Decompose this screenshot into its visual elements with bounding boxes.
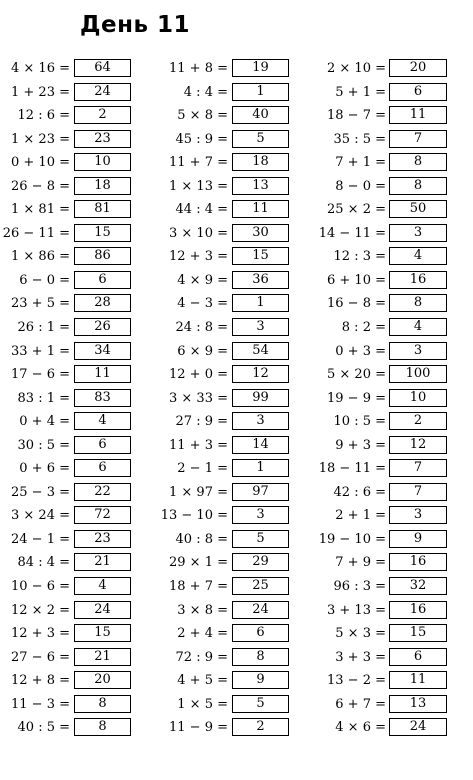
answer-box: 3 — [389, 224, 447, 242]
exercise-item — [0, 176, 150, 200]
exercise-expression: 0 + 4 = — [19, 414, 70, 430]
exercise-expression: 6 + 7 = — [335, 696, 386, 712]
exercise-item — [155, 411, 310, 435]
answer-box: 28 — [74, 294, 131, 312]
exercise-item — [310, 576, 473, 600]
exercise-expression: 3 + 3 = — [335, 649, 386, 665]
exercise-item — [155, 505, 310, 529]
answer-box: 3 — [232, 506, 289, 524]
exercise-item — [155, 176, 310, 200]
exercise-item — [0, 482, 150, 506]
answer-box: 10 — [74, 153, 131, 171]
exercise-row — [0, 552, 473, 576]
exercise-item — [0, 388, 150, 412]
exercise-expression: 44 : 4 = — [175, 202, 228, 218]
exercise-expression: 26 − 11 = — [2, 225, 70, 241]
answer-box: 20 — [74, 671, 131, 689]
answer-box: 4 — [74, 412, 131, 430]
exercise-item — [0, 576, 150, 600]
exercise-item — [310, 670, 473, 694]
answer-box: 4 — [74, 577, 131, 595]
exercise-item — [310, 600, 473, 624]
exercise-expression: 12 : 3 = — [333, 249, 386, 265]
exercise-row — [0, 341, 473, 365]
exercise-item — [310, 694, 473, 718]
exercise-item — [310, 82, 473, 106]
exercise-row — [0, 623, 473, 647]
answer-box: 36 — [232, 271, 289, 289]
exercise-expression: 0 + 3 = — [335, 343, 386, 359]
exercise-expression: 96 : 3 = — [333, 579, 386, 595]
exercise-item — [0, 317, 150, 341]
answer-box: 8 — [389, 294, 447, 312]
answer-box: 5 — [232, 130, 289, 148]
exercise-item — [155, 552, 310, 576]
answer-box: 10 — [389, 389, 447, 407]
exercise-item — [310, 317, 473, 341]
exercise-item — [310, 623, 473, 647]
exercise-expression: 35 : 5 = — [333, 131, 386, 147]
answer-box: 21 — [74, 648, 131, 666]
exercise-expression: 4 × 9 = — [177, 272, 228, 288]
answer-box: 5 — [232, 530, 289, 548]
exercise-expression: 13 − 2 = — [327, 673, 386, 689]
answer-box: 24 — [74, 83, 131, 101]
exercise-expression: 2 + 4 = — [177, 626, 228, 642]
answer-box: 8 — [389, 153, 447, 171]
answer-box: 16 — [389, 271, 447, 289]
exercise-row — [0, 152, 473, 176]
exercise-row — [0, 270, 473, 294]
exercise-row — [0, 670, 473, 694]
exercise-item — [310, 505, 473, 529]
answer-box: 11 — [389, 671, 447, 689]
answer-box: 15 — [74, 224, 131, 242]
exercise-item — [0, 105, 150, 129]
answer-box: 24 — [389, 718, 447, 736]
exercise-row — [0, 82, 473, 106]
exercise-expression: 4 × 16 = — [11, 61, 70, 76]
exercise-expression: 23 + 5 = — [11, 296, 70, 312]
exercise-item — [310, 58, 473, 82]
exercise-item — [310, 435, 473, 459]
exercise-item — [310, 246, 473, 270]
exercise-item — [0, 82, 150, 106]
exercise-expression: 1 × 13 = — [169, 178, 228, 194]
exercise-expression: 17 − 6 = — [11, 367, 70, 383]
exercise-expression: 18 − 7 = — [327, 108, 386, 124]
exercise-expression: 24 : 8 = — [175, 320, 228, 336]
exercise-item — [310, 199, 473, 223]
answer-box: 5 — [232, 695, 289, 713]
answer-box: 6 — [74, 271, 131, 289]
answer-box: 2 — [74, 106, 131, 124]
answer-box: 24 — [74, 601, 131, 619]
answer-box: 15 — [232, 247, 289, 265]
answer-box: 4 — [389, 318, 447, 336]
answer-box: 23 — [74, 130, 131, 148]
exercise-item — [310, 129, 473, 153]
exercise-expression: 2 − 1 = — [177, 461, 228, 477]
answer-box: 24 — [232, 601, 289, 619]
exercise-item — [155, 670, 310, 694]
answer-box: 99 — [232, 389, 289, 407]
exercise-item — [155, 364, 310, 388]
answer-box: 8 — [74, 718, 131, 736]
exercise-item — [0, 129, 150, 153]
answer-box: 7 — [389, 459, 447, 477]
answer-box: 11 — [389, 106, 447, 124]
exercise-item — [155, 223, 310, 247]
answer-box: 2 — [389, 412, 447, 430]
exercise-expression: 6 + 10 = — [327, 272, 386, 288]
exercise-expression: 1 × 86 = — [11, 249, 70, 265]
exercise-expression: 0 + 10 = — [11, 155, 70, 171]
exercise-row — [0, 317, 473, 341]
exercise-item — [0, 364, 150, 388]
exercise-item — [310, 529, 473, 553]
exercise-row — [0, 223, 473, 247]
exercise-row — [0, 529, 473, 553]
exercise-expression: 12 × 2 = — [11, 602, 70, 618]
page-title: День 11 — [80, 12, 191, 38]
answer-box: 6 — [232, 624, 289, 642]
exercise-row — [0, 435, 473, 459]
exercise-expression: 4 × 6 = — [335, 720, 386, 736]
exercise-expression: 30 : 5 = — [17, 437, 70, 453]
answer-box: 12 — [389, 436, 447, 454]
answer-box: 8 — [389, 177, 447, 195]
answer-box: 14 — [232, 436, 289, 454]
answer-box: 97 — [232, 483, 289, 501]
exercise-item — [0, 246, 150, 270]
exercise-expression: 3 × 24 = — [11, 508, 70, 524]
exercise-expression: 19 − 10 = — [318, 531, 386, 547]
exercise-expression: 12 + 8 = — [11, 673, 70, 689]
answer-box: 9 — [389, 530, 447, 548]
exercise-expression: 8 : 2 = — [341, 320, 386, 336]
exercise-item — [155, 317, 310, 341]
exercise-item — [155, 576, 310, 600]
exercise-expression: 26 − 8 = — [11, 178, 70, 194]
exercise-expression: 5 × 8 = — [177, 108, 228, 124]
answer-box: 32 — [389, 577, 447, 595]
exercise-expression: 1 × 97 = — [169, 484, 228, 500]
answer-box: 4 — [389, 247, 447, 265]
exercise-item — [155, 105, 310, 129]
exercise-expression: 42 : 6 = — [333, 484, 386, 500]
answer-box: 23 — [74, 530, 131, 548]
answer-box: 3 — [389, 342, 447, 360]
exercise-item — [310, 293, 473, 317]
exercise-row — [0, 388, 473, 412]
answer-box: 29 — [232, 553, 289, 571]
exercise-item — [155, 58, 310, 82]
answer-box: 83 — [74, 389, 131, 407]
exercise-item — [155, 82, 310, 106]
exercise-row — [0, 717, 473, 741]
exercise-expression: 6 − 0 = — [19, 272, 70, 288]
exercise-item — [310, 388, 473, 412]
answer-box: 15 — [389, 624, 447, 642]
exercise-expression: 11 − 3 = — [11, 696, 70, 712]
answer-box: 64 — [74, 59, 131, 77]
exercise-item — [155, 623, 310, 647]
exercise-item — [310, 411, 473, 435]
exercise-row — [0, 364, 473, 388]
exercise-expression: 10 − 6 = — [11, 579, 70, 595]
exercise-expression: 18 + 7 = — [169, 579, 228, 595]
answer-box: 11 — [74, 365, 131, 383]
exercise-expression: 12 : 6 = — [17, 108, 70, 124]
exercise-expression: 5 + 1 = — [335, 84, 386, 100]
exercise-row — [0, 576, 473, 600]
exercise-item — [310, 223, 473, 247]
answer-box: 25 — [232, 577, 289, 595]
exercise-item — [155, 246, 310, 270]
exercise-item — [155, 129, 310, 153]
exercise-item — [0, 58, 150, 82]
answer-box: 18 — [232, 153, 289, 171]
answer-box: 26 — [74, 318, 131, 336]
exercise-expression: 27 : 9 = — [175, 414, 228, 430]
exercise-expression: 3 × 33 = — [169, 390, 228, 406]
exercise-item — [310, 364, 473, 388]
answer-box: 86 — [74, 247, 131, 265]
exercise-expression: 3 + 13 = — [327, 602, 386, 618]
answer-box: 81 — [74, 200, 131, 218]
exercise-item — [310, 647, 473, 671]
exercise-expression: 12 + 3 = — [11, 626, 70, 642]
answer-box: 3 — [232, 412, 289, 430]
exercise-row — [0, 105, 473, 129]
exercise-item — [0, 552, 150, 576]
exercise-expression: 83 : 1 = — [17, 390, 70, 406]
answer-box: 1 — [232, 459, 289, 477]
answer-box: 13 — [232, 177, 289, 195]
exercise-item — [0, 529, 150, 553]
answer-box: 1 — [232, 294, 289, 312]
answer-box: 1 — [232, 83, 289, 101]
exercise-expression: 3 × 8 = — [177, 602, 228, 618]
exercise-expression: 33 + 1 = — [11, 343, 70, 359]
answer-box: 18 — [74, 177, 131, 195]
exercise-expression: 1 × 5 = — [177, 696, 228, 712]
exercise-expression: 4 : 4 = — [183, 84, 228, 100]
exercise-row — [0, 199, 473, 223]
exercise-expression: 1 + 23 = — [11, 84, 70, 100]
exercise-item — [0, 152, 150, 176]
exercise-item — [310, 105, 473, 129]
exercise-item — [0, 411, 150, 435]
exercise-expression: 19 − 9 = — [327, 390, 386, 406]
exercise-expression: 8 − 0 = — [335, 178, 386, 194]
exercise-expression: 1 × 23 = — [11, 131, 70, 147]
exercise-expression: 40 : 5 = — [17, 720, 70, 736]
answer-box: 7 — [389, 483, 447, 501]
exercise-expression: 14 − 11 = — [318, 225, 386, 241]
exercise-item — [310, 552, 473, 576]
exercise-row — [0, 293, 473, 317]
answer-box: 19 — [232, 59, 289, 77]
exercise-expression: 11 + 7 = — [169, 155, 228, 171]
exercise-row — [0, 129, 473, 153]
exercise-row — [0, 600, 473, 624]
exercise-item — [155, 293, 310, 317]
answer-box: 40 — [232, 106, 289, 124]
exercise-expression: 3 × 10 = — [169, 225, 228, 241]
exercise-row — [0, 647, 473, 671]
exercise-expression: 11 + 8 = — [169, 61, 228, 76]
exercise-expression: 16 − 8 = — [327, 296, 386, 312]
answer-box: 3 — [232, 318, 289, 336]
answer-box: 100 — [389, 365, 447, 383]
exercise-item — [155, 694, 310, 718]
exercise-row — [0, 176, 473, 200]
exercise-item — [155, 152, 310, 176]
exercise-expression: 45 : 9 = — [175, 131, 228, 147]
exercise-item — [0, 199, 150, 223]
exercise-item — [0, 505, 150, 529]
exercise-expression: 27 − 6 = — [11, 649, 70, 665]
exercise-item — [310, 270, 473, 294]
exercise-expression: 11 + 3 = — [169, 437, 228, 453]
answer-box: 20 — [389, 59, 447, 77]
exercise-item — [155, 435, 310, 459]
exercise-expression: 12 + 3 = — [169, 249, 228, 265]
answer-box: 34 — [74, 342, 131, 360]
exercise-item — [0, 223, 150, 247]
exercise-item — [0, 435, 150, 459]
exercise-expression: 7 + 1 = — [335, 155, 386, 171]
exercise-item — [0, 293, 150, 317]
exercise-row — [0, 411, 473, 435]
exercise-item — [155, 199, 310, 223]
answer-box: 12 — [232, 365, 289, 383]
exercise-expression: 4 + 5 = — [177, 673, 228, 689]
answer-box: 8 — [74, 695, 131, 713]
exercise-row — [0, 58, 473, 82]
exercise-item — [310, 152, 473, 176]
answer-box: 6 — [74, 459, 131, 477]
answer-box: 6 — [74, 436, 131, 454]
exercise-item — [155, 270, 310, 294]
exercise-item — [310, 176, 473, 200]
answer-box: 72 — [74, 506, 131, 524]
exercise-item — [0, 458, 150, 482]
answer-box: 54 — [232, 342, 289, 360]
exercise-item — [310, 482, 473, 506]
exercise-item — [0, 270, 150, 294]
answer-box: 6 — [389, 648, 447, 666]
exercise-item — [155, 717, 310, 741]
answer-box: 3 — [389, 506, 447, 524]
exercise-item — [310, 458, 473, 482]
exercise-item — [0, 341, 150, 365]
exercise-expression: 29 × 1 = — [169, 555, 228, 571]
exercise-grid — [0, 58, 473, 741]
exercise-item — [155, 482, 310, 506]
answer-box: 11 — [232, 200, 289, 218]
answer-box: 16 — [389, 601, 447, 619]
exercise-item — [0, 600, 150, 624]
exercise-item — [0, 647, 150, 671]
exercise-item — [155, 341, 310, 365]
exercise-expression: 72 : 9 = — [175, 649, 228, 665]
exercise-item — [0, 670, 150, 694]
exercise-expression: 2 + 1 = — [335, 508, 386, 524]
exercise-expression: 18 − 11 = — [318, 461, 386, 477]
exercise-expression: 4 − 3 = — [177, 296, 228, 312]
exercise-expression: 5 × 20 = — [327, 367, 386, 383]
answer-box: 7 — [389, 130, 447, 148]
exercise-expression: 25 − 3 = — [11, 484, 70, 500]
answer-box: 9 — [232, 671, 289, 689]
exercise-item — [0, 694, 150, 718]
exercise-expression: 6 × 9 = — [177, 343, 228, 359]
exercise-expression: 7 + 9 = — [335, 555, 386, 571]
answer-box: 22 — [74, 483, 131, 501]
exercise-expression: 5 × 3 = — [335, 626, 386, 642]
answer-box: 2 — [232, 718, 289, 736]
exercise-expression: 12 + 0 = — [169, 367, 228, 383]
exercise-expression: 40 : 8 = — [175, 531, 228, 547]
exercise-expression: 10 : 5 = — [333, 414, 386, 430]
exercise-expression: 84 : 4 = — [17, 555, 70, 571]
exercise-expression: 24 − 1 = — [11, 531, 70, 547]
exercise-expression: 25 × 2 = — [327, 202, 386, 218]
exercise-item — [0, 717, 150, 741]
exercise-item — [155, 388, 310, 412]
exercise-row — [0, 482, 473, 506]
exercise-row — [0, 694, 473, 718]
answer-box: 6 — [389, 83, 447, 101]
exercise-item — [310, 717, 473, 741]
exercise-item — [155, 458, 310, 482]
answer-box: 30 — [232, 224, 289, 242]
exercise-item — [0, 623, 150, 647]
exercise-expression: 11 − 9 = — [169, 720, 228, 736]
exercise-item — [155, 600, 310, 624]
exercise-expression: 2 × 10 = — [327, 61, 386, 76]
exercise-item — [155, 647, 310, 671]
answer-box: 16 — [389, 553, 447, 571]
answer-box: 21 — [74, 553, 131, 571]
exercise-row — [0, 458, 473, 482]
answer-box: 50 — [389, 200, 447, 218]
exercise-expression: 0 + 6 = — [19, 461, 70, 477]
exercise-row — [0, 505, 473, 529]
exercise-expression: 13 − 10 = — [160, 508, 228, 524]
answer-box: 8 — [232, 648, 289, 666]
exercise-expression: 1 × 81 = — [11, 202, 70, 218]
answer-box: 15 — [74, 624, 131, 642]
exercise-expression: 26 : 1 = — [17, 320, 70, 336]
exercise-expression: 9 + 3 = — [335, 437, 386, 453]
exercise-item — [310, 341, 473, 365]
exercise-row — [0, 246, 473, 270]
exercise-item — [155, 529, 310, 553]
answer-box: 13 — [389, 695, 447, 713]
